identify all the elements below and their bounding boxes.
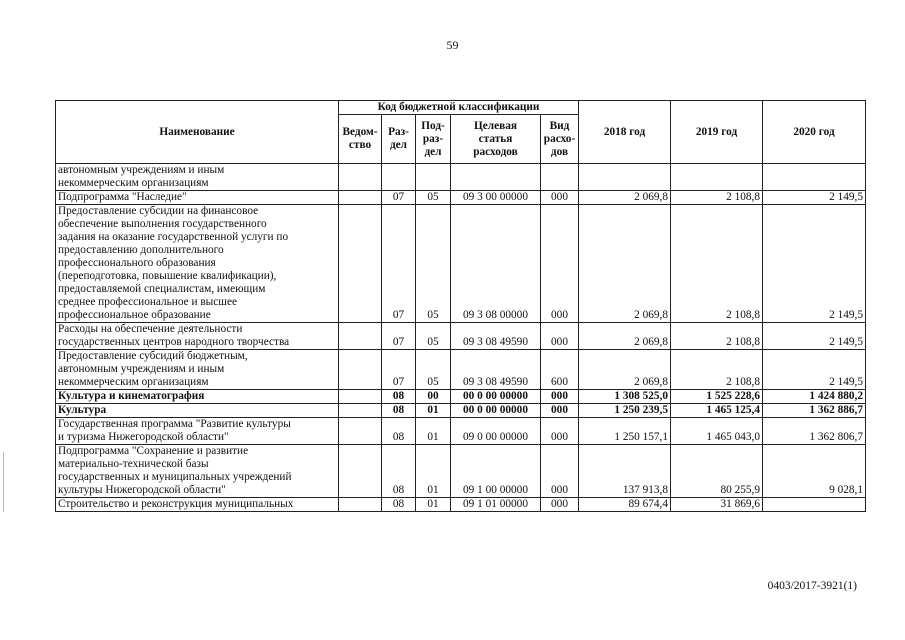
row-name: Культура — [56, 404, 339, 418]
cell-podrazdel: 05 — [416, 350, 451, 390]
cell-podrazdel: 01 — [416, 498, 451, 512]
cell-2020: 2 149,5 — [763, 350, 866, 390]
cell-cs: 09 0 00 00000 — [451, 418, 541, 445]
cell-2019: 1 525 228,6 — [671, 390, 763, 404]
cell-razdel — [382, 164, 416, 191]
table-row-section — [56, 404, 866, 418]
header-tselevaya: Целевая статья расходов — [451, 115, 541, 164]
cell-cs: 00 0 00 00000 — [451, 390, 541, 404]
cell-2019: 2 108,8 — [671, 191, 763, 205]
table-row — [56, 164, 866, 191]
table-row — [56, 323, 866, 350]
cell-vr: 000 — [541, 498, 579, 512]
cell-ved — [339, 323, 382, 350]
header-razdel: Раз- дел — [382, 115, 416, 164]
cell-vr: 000 — [541, 191, 579, 205]
table-row — [56, 350, 866, 390]
cell-cs: 09 1 00 00000 — [451, 445, 541, 498]
cell-podrazdel — [416, 164, 451, 191]
cell-podrazdel: 01 — [416, 445, 451, 498]
row-name: Предоставление субсидии на финансовое обеспечение выполнения государственного задания на оказание государственной услуги по предоставлению дополнительного профессионального образования (переподготовка, повышение квалификации), предоставляемой специалистам, имеющим среднее профессиональное и высшее профессиональное образование — [56, 205, 339, 323]
cell-2018 — [579, 164, 671, 191]
cell-cs: 09 3 08 00000 — [451, 205, 541, 323]
cell-2019: 1 465 125,4 — [671, 404, 763, 418]
cell-2018: 89 674,4 — [579, 498, 671, 512]
table-row-section — [56, 390, 866, 404]
cell-2019: 2 108,8 — [671, 205, 763, 323]
cell-2020 — [763, 498, 866, 512]
cell-2019 — [671, 164, 763, 191]
cell-razdel: 08 — [382, 390, 416, 404]
table-row — [56, 205, 866, 323]
cell-2018: 2 069,8 — [579, 205, 671, 323]
row-name: Культура и кинематография — [56, 390, 339, 404]
cell-2018: 137 913,8 — [579, 445, 671, 498]
cell-2020 — [763, 164, 866, 191]
table-row — [56, 498, 866, 512]
cell-vr: 000 — [541, 445, 579, 498]
cell-2019: 31 869,6 — [671, 498, 763, 512]
cell-ved — [339, 418, 382, 445]
cell-2020: 2 149,5 — [763, 205, 866, 323]
table-row — [56, 445, 866, 498]
cell-razdel: 08 — [382, 498, 416, 512]
cell-ved — [339, 350, 382, 390]
cell-2019: 1 465 043,0 — [671, 418, 763, 445]
cell-2018: 2 069,8 — [579, 191, 671, 205]
cell-cs — [451, 164, 541, 191]
cell-vr — [541, 164, 579, 191]
document-code: 0403/2017-3921(1) — [767, 580, 857, 592]
cell-cs: 09 1 01 00000 — [451, 498, 541, 512]
row-name: Расходы на обеспечение деятельности государственных центров народного творчества — [56, 323, 339, 350]
page-number: 59 — [446, 38, 459, 52]
cell-vr: 000 — [541, 390, 579, 404]
cell-2018: 1 250 239,5 — [579, 404, 671, 418]
cell-vr: 000 — [541, 323, 579, 350]
header-podrazdel: Под- раз- дел — [416, 115, 451, 164]
cell-podrazdel: 05 — [416, 205, 451, 323]
cell-razdel: 08 — [382, 404, 416, 418]
cell-ved — [339, 164, 382, 191]
cell-2019: 2 108,8 — [671, 323, 763, 350]
row-name: Строительство и реконструкция муниципальных — [56, 498, 339, 512]
cell-cs: 09 3 08 49590 — [451, 323, 541, 350]
row-name: Предоставление субсидий бюджетным, автономным учреждениям и иным некоммерческим организациям — [56, 350, 339, 390]
budget-table — [55, 100, 866, 512]
table-row — [56, 191, 866, 205]
scan-margin-mark — [3, 452, 4, 512]
cell-2020: 1 362 806,7 — [763, 418, 866, 445]
cell-podrazdel: 00 — [416, 390, 451, 404]
cell-cs: 09 3 08 49590 — [451, 350, 541, 390]
cell-cs: 09 3 00 00000 — [451, 191, 541, 205]
header-name: Наименование — [56, 101, 339, 164]
cell-ved — [339, 191, 382, 205]
header-code-group: Код бюджетной классификации — [339, 101, 579, 115]
header-vedomstvo: Ведом- ство — [339, 115, 382, 164]
cell-ved — [339, 445, 382, 498]
row-name: автономным учреждениям и иным некоммерческим организациям — [56, 164, 339, 191]
header-2018: 2018 год — [579, 101, 671, 164]
cell-2018: 2 069,8 — [579, 323, 671, 350]
cell-2020: 2 149,5 — [763, 323, 866, 350]
cell-razdel: 07 — [382, 350, 416, 390]
cell-podrazdel: 01 — [416, 404, 451, 418]
cell-podrazdel: 05 — [416, 323, 451, 350]
header-2019: 2019 год — [671, 101, 763, 164]
row-name: Подпрограмма "Сохранение и развитие материально-технической базы государственных и муниципальных учреждений культуры Нижегородской области" — [56, 445, 339, 498]
cell-podrazdel: 01 — [416, 418, 451, 445]
cell-2018: 2 069,8 — [579, 350, 671, 390]
cell-ved — [339, 390, 382, 404]
cell-2020: 2 149,5 — [763, 191, 866, 205]
cell-razdel: 07 — [382, 191, 416, 205]
table-row — [56, 418, 866, 445]
cell-2020: 1 424 880,2 — [763, 390, 866, 404]
header-row-1 — [56, 101, 866, 115]
cell-2019: 2 108,8 — [671, 350, 763, 390]
cell-razdel: 08 — [382, 418, 416, 445]
cell-2018: 1 250 157,1 — [579, 418, 671, 445]
cell-2020: 1 362 886,7 — [763, 404, 866, 418]
cell-cs: 00 0 00 00000 — [451, 404, 541, 418]
cell-ved — [339, 404, 382, 418]
header-2020: 2020 год — [763, 101, 866, 164]
cell-ved — [339, 498, 382, 512]
cell-vr: 600 — [541, 350, 579, 390]
cell-vr: 000 — [541, 418, 579, 445]
cell-razdel: 08 — [382, 445, 416, 498]
cell-razdel: 07 — [382, 205, 416, 323]
cell-vr: 000 — [541, 205, 579, 323]
row-name: Государственная программа "Развитие культуры и туризма Нижегородской области" — [56, 418, 339, 445]
cell-2019: 80 255,9 — [671, 445, 763, 498]
row-name: Подпрограмма "Наследие" — [56, 191, 339, 205]
cell-2020: 9 028,1 — [763, 445, 866, 498]
cell-vr: 000 — [541, 404, 579, 418]
header-vid: Вид расхо- дов — [541, 115, 579, 164]
cell-2018: 1 308 525,0 — [579, 390, 671, 404]
cell-podrazdel: 05 — [416, 191, 451, 205]
cell-ved — [339, 205, 382, 323]
cell-razdel: 07 — [382, 323, 416, 350]
